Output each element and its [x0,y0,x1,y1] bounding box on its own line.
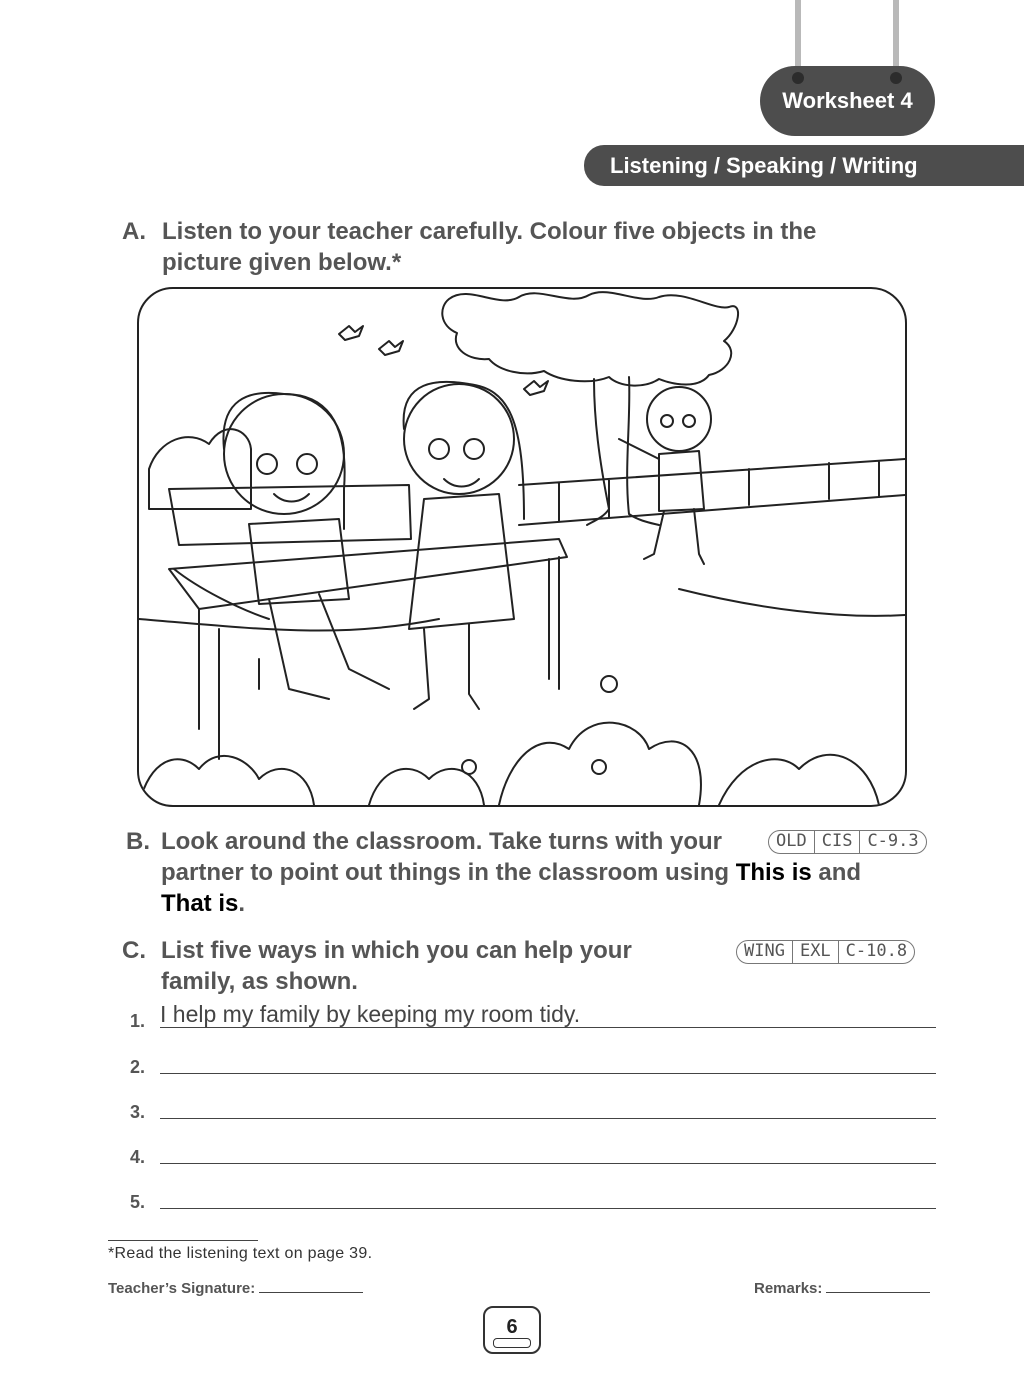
park-illustration [137,287,907,807]
question-a-line2: picture given below.* [162,249,402,276]
question-b-that-is: That is [161,890,239,917]
page-number-tab [483,1306,541,1354]
question-b-letter: B. [126,828,150,855]
boy-legs [644,509,704,564]
question-a-letter: A. [122,218,146,245]
remarks-label: Remarks: [754,1280,823,1297]
bush-bottom-3 [499,723,701,805]
tag-exl: EXL [792,941,838,963]
question-c-letter: C. [122,937,146,964]
teacher-signature-field[interactable] [259,1292,363,1293]
question-a [122,216,922,280]
page-tab-dots [493,1338,531,1348]
girl-2-head [404,384,514,494]
answer-line-3[interactable] [130,1085,936,1125]
bird-1 [339,326,363,340]
remarks [754,1280,930,1297]
tag-cis: CIS [814,831,860,853]
flower-3 [592,760,606,774]
hanger-ring-left [792,72,804,84]
teacher-signature [108,1280,363,1297]
worksheet-badge: Worksheet 4 [760,66,935,136]
tag-c108: C-10.8 [838,941,914,963]
answer-line-1[interactable] [130,994,936,1034]
answer-line-3-number: 3. [130,1102,146,1122]
answer-line-5-number: 5. [130,1192,146,1212]
question-b-tags [768,830,927,854]
girl-2-dress [409,494,514,629]
bird-2 [379,341,403,355]
question-b-line3 [161,888,245,919]
girl-2-legs [414,624,479,709]
answer-line-3-rule [160,1118,936,1119]
question-b-line2 [161,857,861,888]
question-b-line1: Look around the classroom. Take turns with your [161,828,722,855]
bush-bottom-1 [139,756,314,805]
footnote-divider [108,1240,258,1241]
bird-3 [524,381,548,395]
girl-1-head [224,394,344,514]
tag-c93: C-9.3 [859,831,925,853]
answer-line-5[interactable] [130,1175,936,1215]
remarks-field[interactable] [826,1292,930,1293]
question-b-this-is: This is [735,859,812,886]
fence [519,459,905,525]
girl-1-legs [269,594,389,699]
tree-trunk [587,377,659,525]
question-a-line1: Listen to your teacher carefully. Colour five objects in the [162,218,817,245]
answer-line-1-rule [160,1027,936,1028]
hanger-ring-right [890,72,902,84]
tree-canopy [442,292,738,385]
answer-line-2-number: 2. [130,1057,146,1077]
bench-seat [169,539,567,609]
bush-bottom-4 [719,755,879,805]
answer-line-4[interactable] [130,1130,936,1170]
flower-2 [462,760,476,774]
boy-body [659,451,704,511]
boy-arm [619,439,659,459]
teacher-signature-label: Teacher’s Signature: [108,1280,256,1297]
left-bush [149,429,251,509]
bench-legs [199,557,559,759]
tag-old: OLD [776,831,807,851]
question-b-line2-post: and [811,859,862,886]
answer-line-5-rule [160,1208,936,1209]
footnote: *Read the listening text on page 39. [108,1245,373,1262]
answer-line-2-rule [160,1073,936,1074]
question-c-line1: List five ways in which you can help your [161,937,632,964]
answer-line-1-text: I help my family by keeping my room tidy. [160,1001,581,1027]
tag-wing: WING [744,941,785,961]
question-c-tags [736,940,915,964]
question-c-line2: family, as shown. [161,968,358,995]
bench-back [169,485,411,545]
answer-line-4-rule [160,1163,936,1164]
answer-line-1-number: 1. [130,1011,146,1031]
boy-head [647,387,711,451]
answer-line-2[interactable] [130,1040,936,1080]
skills-bar: Listening / Speaking / Writing [584,145,1024,186]
ground-lines [139,589,905,631]
answer-line-4-number: 4. [130,1147,146,1167]
page-number: 6 [506,1316,518,1338]
question-b-line3-post: . [238,890,246,917]
question-b-line2-pre: partner to point out things in the classroom using [161,859,736,886]
flower-1 [601,676,617,692]
